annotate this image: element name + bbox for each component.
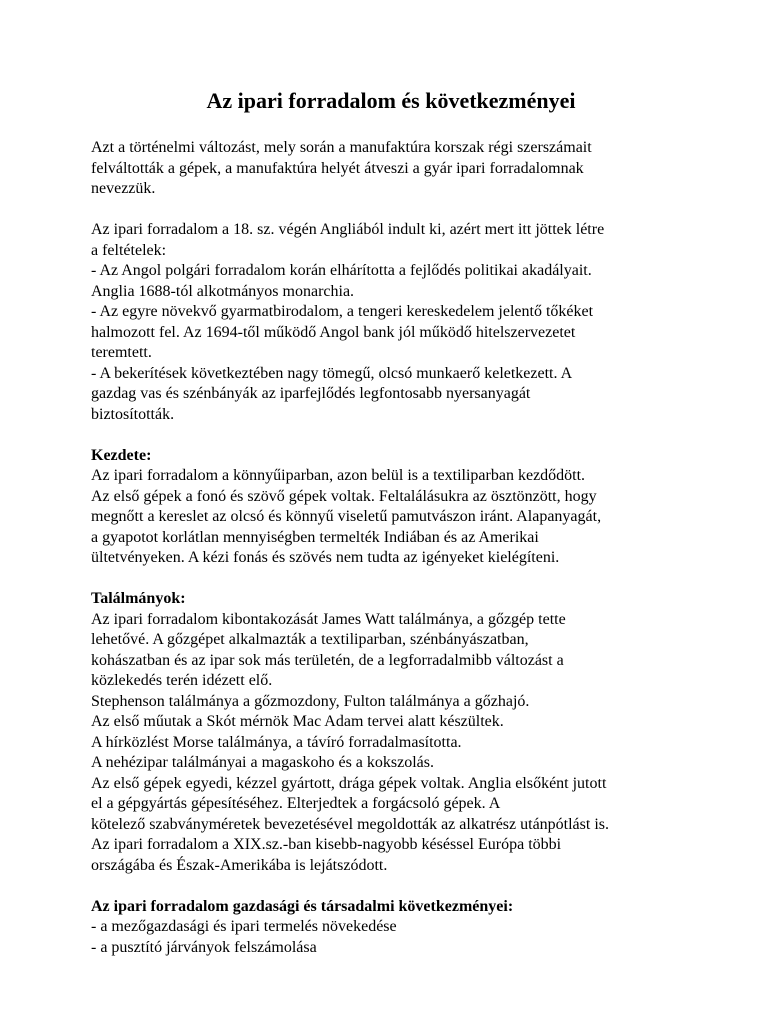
section-heading: Kezdete: <box>91 446 152 464</box>
section-heading: Találmányok: <box>91 590 186 607</box>
text-line: kohászatban és az ipar sok más területén, de a legforradalmibb változást a <box>91 651 564 669</box>
text-line: A nehézipar találmányai a magaskoho és a kokszolás. <box>91 754 434 771</box>
text-line: Stephenson találmánya a gőzmozdony, Fulton találmánya a gőzhajó. <box>91 692 530 710</box>
text-line: a gyapotot korlátlan mennyiségben termelték Indiában és az Amerikai <box>91 528 539 546</box>
section-heading: Az ipari forradalom gazdasági és társadalmi következményei: <box>91 897 514 915</box>
text-line: országába és Észak-Amerikába is lejátszódott. <box>91 856 388 874</box>
text-line: közlekedés terén idézett elő. <box>91 672 273 689</box>
text-line: megnőtt a kereslet az olcsó és könnyű viseletű pamutvászon iránt. Alapanyagát, <box>91 508 602 525</box>
text-line: Az ipari forradalom kibontakozását James Watt találmánya, a gőzgép tette <box>91 610 566 628</box>
paragraph <box>91 138 691 200</box>
paragraph <box>91 446 691 569</box>
text-line: teremtett. <box>91 344 152 361</box>
text-line: a feltételek: <box>91 241 167 259</box>
text-line: biztosították. <box>91 405 175 423</box>
text-line: Az első gépek a fonó és szövő gépek voltak. Feltalálásukra az ösztönzött, hogy <box>91 487 597 505</box>
text-line: ültetvényeken. A kézi fonás és szövés nem tudta az igényeket kielégíteni. <box>91 549 560 566</box>
text-line: kötelező szabványméretek bevezetésével megoldották az alkatrész utánpótlást is. <box>91 815 609 833</box>
text-line: Az ipari forradalom a 18. sz. végén Angliából indult ki, azért mert itt jöttek létre <box>91 221 605 238</box>
text-line: - A bekerítések következtében nagy tömegű, olcsó munkaerő keletkezett. A <box>91 364 573 382</box>
text-line: - Az Angol polgári forradalom korán elhárította a fejlődés politikai akadályait. <box>91 262 592 279</box>
text-line: nevezzük. <box>91 180 156 197</box>
text-line: Az ipari forradalom a könnyűiparban, azon belül is a textiliparban kezdődött. <box>91 467 586 484</box>
document-page <box>91 86 691 979</box>
paragraph <box>91 897 691 959</box>
text-line: A hírközlést Morse találmánya, a távíró forradalmasította. <box>91 733 462 751</box>
text-line: el a gépgyártás gépesítéséhez. Elterjedtek a forgácsoló gépek. A <box>91 795 501 812</box>
text-line: - a pusztító járványok felszámolása <box>91 938 317 956</box>
text-line: gazdag vas és szénbányák az iparfejlődés legfontosabb nyersanyagát <box>91 385 531 402</box>
text-line: - a mezőgazdasági és ipari termelés növekedése <box>91 918 397 935</box>
paragraph <box>91 589 691 876</box>
text-line: Az első gépek egyedi, kézzel gyártott, drága gépek voltak. Anglia elsőként jutott <box>91 774 607 792</box>
text-line: Anglia 1688-tól alkotmányos monarchia. <box>91 282 355 300</box>
text-line: Az első műutak a Skót mérnök Mac Adam tervei alatt készültek. <box>91 713 504 730</box>
document-title: Az ipari forradalom és következményei <box>206 88 576 113</box>
text-line: Az ipari forradalom a XIX.sz.-ban kisebb-nagyobb késéssel Európa többi <box>91 836 562 853</box>
text-line: - Az egyre növekvő gyarmatbirodalom, a tengeri kereskedelem jelentő tőkéket <box>91 303 594 320</box>
text-line: Azt a történelmi változást, mely során a manufaktúra korszak régi szerszámait <box>91 139 592 156</box>
document-body <box>91 138 691 958</box>
text-line: halmozott fel. Az 1694-től működő Angol bank jól működő hitelszervezetet <box>91 323 576 341</box>
paragraph <box>91 220 691 425</box>
text-line: lehetővé. A gőzgépet alkalmazták a textiliparban, szénbányászatban, <box>91 631 529 648</box>
text-line: felváltották a gépek, a manufaktúra helyét átveszi a gyár ipari forradalomnak <box>91 159 584 177</box>
